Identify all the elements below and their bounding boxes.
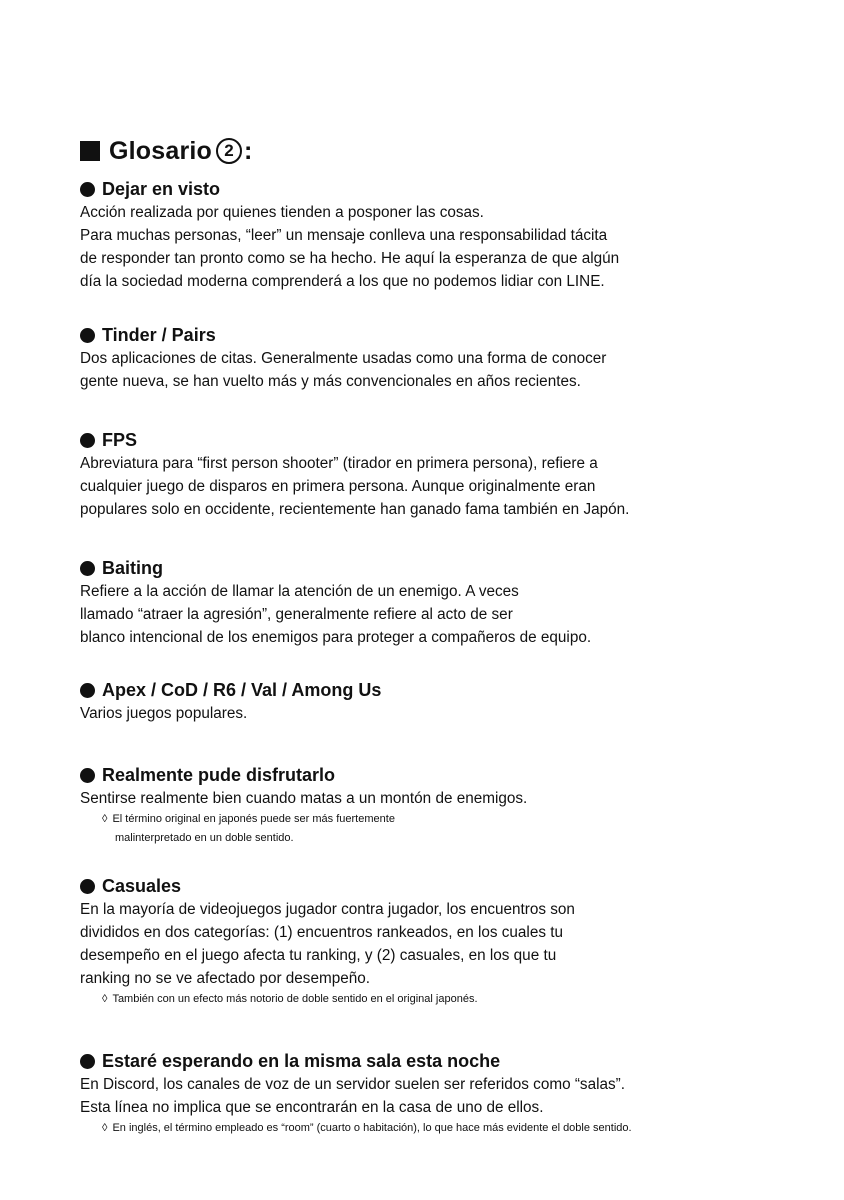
entry-term-text: Tinder / Pairs — [102, 324, 216, 345]
entry-note-continuation: malinterpretado en un doble sentido. — [115, 832, 294, 844]
entry-line: populares solo en occidente, recientemente han ganado fama también en Japón. — [80, 501, 630, 518]
entry-line: Acción realizada por quienes tienden a posponer las cosas. — [80, 204, 484, 221]
entry-term — [80, 323, 770, 347]
entry-note-text: También con un efecto más notorio de doble sentido en el original japonés. — [112, 993, 478, 1005]
entry-term-text: FPS — [102, 429, 138, 450]
glossary-title — [80, 135, 253, 167]
bullet-dot-icon — [80, 768, 95, 783]
entry-term-text: Estaré esperando en la misma sala esta noche — [102, 1050, 501, 1071]
glossary-entry-realmente-pude-disfrutarlo — [80, 763, 770, 848]
glossary-entry-games — [80, 678, 770, 725]
diamond-icon: ◊ — [102, 993, 108, 1005]
entry-term — [80, 763, 770, 787]
glossary-entry-baiting — [80, 556, 770, 649]
entry-note-text: El término original en japonés puede ser más fuertemente — [112, 813, 395, 825]
bullet-dot-icon — [80, 879, 95, 894]
glossary-entry-dejar-en-visto — [80, 177, 770, 293]
entry-line: desempeño en el juego afecta tu ranking, y (2) casuales, en los que tu — [80, 947, 557, 964]
entry-term-text: Casuales — [102, 875, 182, 896]
entry-term — [80, 556, 770, 580]
entry-line: Varios juegos populares. — [80, 705, 248, 722]
entry-term-text: Baiting — [102, 557, 163, 578]
entry-line: En Discord, los canales de voz de un servidor suelen ser referidos como “salas”. — [80, 1076, 625, 1093]
glossary-entry-fps — [80, 428, 770, 521]
bullet-dot-icon — [80, 433, 95, 448]
entry-line: divididos en dos categorías: (1) encuentros rankeados, en los cuales tu — [80, 924, 563, 941]
entry-note-text: En inglés, el término empleado es “room” (cuarto o habitación), lo que hace más evidente el doble sentido. — [112, 1122, 632, 1134]
diamond-icon: ◊ — [102, 813, 108, 825]
entry-line: de responder tan pronto como se ha hecho. He aquí la esperanza de que algún — [80, 250, 620, 267]
circled-number: 2 — [216, 138, 242, 164]
bullet-dot-icon — [80, 683, 95, 698]
black-square-icon — [80, 141, 100, 161]
entry-line: Dos aplicaciones de citas. Generalmente usadas como una forma de conocer — [80, 350, 607, 367]
entry-line: En la mayoría de videojuegos jugador contra jugador, los encuentros son — [80, 901, 575, 918]
glossary-entry-tinder-pairs — [80, 323, 770, 393]
entry-line: día la sociedad moderna comprenderá a los que no podemos lidiar con LINE. — [80, 273, 605, 290]
bullet-dot-icon — [80, 1054, 95, 1069]
entry-line: Esta línea no implica que se encontrarán en la casa de uno de ellos. — [80, 1099, 544, 1116]
entry-term-text: Realmente pude disfrutarlo — [102, 764, 336, 785]
entry-line: Abreviatura para “first person shooter” (tirador en primera persona), refiere a — [80, 455, 598, 472]
entry-line: llamado “atraer la agresión”, generalmente refiere al acto de ser — [80, 606, 513, 623]
entry-line: Sentirse realmente bien cuando matas a un montón de enemigos. — [80, 790, 528, 807]
entry-term-text: Apex / CoD / R6 / Val / Among Us — [102, 679, 382, 700]
entry-term — [80, 874, 770, 898]
entry-line: blanco intencional de los enemigos para proteger a compañeros de equipo. — [80, 629, 592, 646]
entry-term — [80, 428, 770, 452]
entry-term — [80, 1049, 770, 1073]
diamond-icon: ◊ — [102, 1122, 108, 1134]
entry-line: Refiere a la acción de llamar la atención de un enemigo. A veces — [80, 583, 519, 600]
entry-line: cualquier juego de disparos en primera persona. Aunque originalmente eran — [80, 478, 596, 495]
entry-term — [80, 678, 770, 702]
entry-term — [80, 177, 770, 201]
bullet-dot-icon — [80, 328, 95, 343]
bullet-dot-icon — [80, 182, 95, 197]
glossary-entry-estare-esperando — [80, 1049, 770, 1138]
entry-note — [102, 810, 770, 829]
bullet-dot-icon — [80, 561, 95, 576]
entry-note — [102, 990, 770, 1009]
entry-term-text: Dejar en visto — [102, 178, 221, 199]
entry-line: gente nueva, se han vuelto más y más convencionales en años recientes. — [80, 373, 581, 390]
glossary-title-text: Glosario — [109, 136, 213, 165]
glossary-entry-casuales — [80, 874, 770, 1009]
entry-line: Para muchas personas, “leer” un mensaje conlleva una responsabilidad tácita — [80, 227, 608, 244]
glossary-title-colon: : — [244, 136, 253, 165]
entry-line: ranking no se ve afectado por desempeño. — [80, 970, 370, 987]
entry-note — [102, 1119, 770, 1138]
